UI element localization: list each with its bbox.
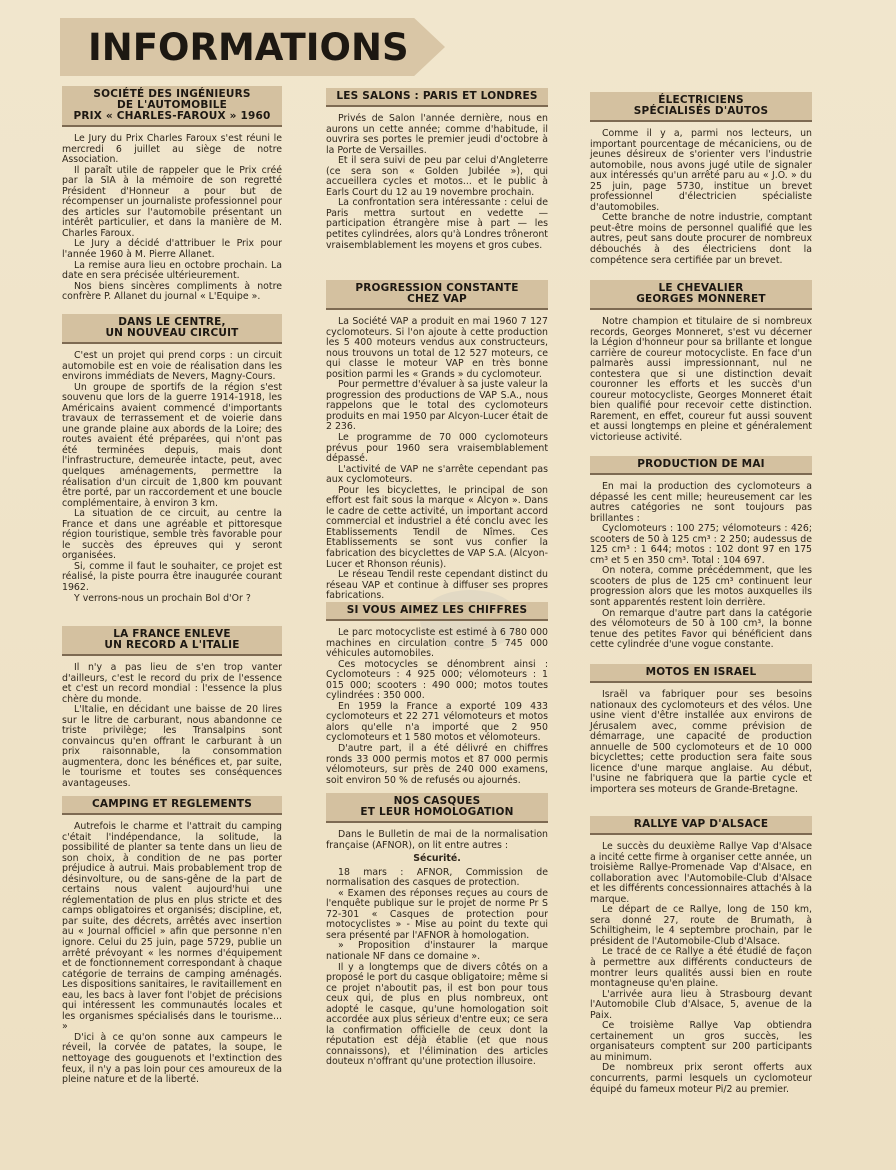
- paragraph: Le tracé de ce Rallye a été étudié de façon à permettre aux différents conducteurs de montrer leurs qualités aussi bien en route montagneuse qu'en plaine.: [590, 946, 812, 990]
- paragraph: « Examen des réponses reçues au cours de l'enquête publique sur le projet de norme Pr S 72-301 « Casques de protection pour motocyclistes » - Mise au point du texte qui sera présenté par l'AFNOR à homologation.: [326, 887, 548, 941]
- paragraph: Privés de Salon l'année dernière, nous en aurons un cette année; comme d'habitude, il ouvrira ses portes le premier jeudi d'octobre à la Porte de Versailles.: [326, 113, 548, 156]
- article-heading: SOCIÉTÉ DES INGÉNIEURS DE L'AUTOMOBILE PRIX « CHARLES-FAROUX » 1960: [62, 86, 282, 127]
- article-heading: NOS CASQUES ET LEUR HOMOLOGATION: [326, 793, 548, 823]
- paragraph: L'Italie, en décidant une baisse de 20 lires sur le litre de carburant, nous abandonne ce triste privilège; les Transalpins sont convaincus qu'en offrant le carburant à un prix raisonnable, la consommation augmentera, donc les bénéfices et, par suite, le tourisme et toutes ses conséquences avantageuses.: [62, 704, 282, 790]
- paragraph: Notre champion et titulaire de si nombreux records, Georges Monneret, s'est vu décerner la Légion d'honneur pour sa brillante et longue carrière de coureur motocycliste. En face d'un palmarès aussi impressionnant, nul ne contestera que si une distinction devait couronner les efforts et les succès d'un coureur motocycliste, Georges Monneret était bien qualifié pour recevoir cette distinction. Rarement, en effet, coureur fut aussi souvent et aussi longtemps en pleine et généralement victorieuse activité.: [590, 316, 812, 444]
- article-body: [590, 690, 812, 795]
- paragraph: Le programme de 70 000 cyclomoteurs prévus pour 1960 sera vraisemblablement dépassé.: [326, 432, 548, 465]
- paragraph: Le Jury a décidé d'attribuer le Prix pour l'année 1960 à M. Pierre Allanet.: [62, 238, 282, 261]
- article-heading: SI VOUS AIMEZ LES CHIFFRES: [326, 602, 548, 621]
- paragraph: L'activité de VAP ne s'arrête cependant pas aux cyclomoteurs.: [326, 463, 548, 486]
- paragraph: Comme il y a, parmi nos lecteurs, un important pourcentage de mécaniciens, ou de jeunes désireux de s'orienter vers l'industrie automobile, nous avons jugé utile de signaler aux intéressés qu'un arrêté paru au « J.O. » du 25 juin, page 5730, institue un brevet professionnel d'électricien spécialiste d'automobiles.: [590, 128, 812, 213]
- paragraph: Il y a longtemps que de divers côtés on a proposé le port du casque obligatoire; même si ce projet n'aboutit pas, il est bon pour tous ceux qui, de plus en plus nombreux, ont adopté le casque, qu'une homologation soit accordée aux plus sérieux d'entre eux; ce sera la confirmation officielle de ceux dont la réputation est déjà établie (et que nous connaissons), et l'élimination des articles douteux n'offrant qu'une protection illusoire.: [326, 961, 548, 1068]
- paragraph: Cette branche de notre industrie, comptant peut-être moins de personnel qualifié que les autres, peut sans doute procurer de nombreux débouchés à des électriciens dont la compétence sera certifiée par un brevet.: [590, 212, 812, 266]
- paragraph: La Société VAP a produit en mai 1960 7 127 cyclomoteurs. Si l'on ajoute à cette production les 5 400 moteurs vendus aux constructeurs, nous trouvons un total de 12 527 moteurs, ce qui classe le moteur VAP en très bonne position parmi les « Grands » du cyclomoteur.: [326, 316, 548, 380]
- article-heading: CAMPING ET REGLEMENTS: [62, 796, 282, 815]
- article-monneret: [590, 280, 812, 444]
- paragraph: La situation de ce circuit, au centre la France et dans une agréable et pittoresque région touristique, semble très favorable pour le succès des épreuves qui y seront organisées.: [62, 508, 282, 562]
- paragraph: D'autre part, il a été délivré en chiffres ronds 33 000 permis motos et 87 000 permis vélomoteurs, sur près de 240 000 examens, soit environ 50 % de refusés ou ajournés.: [326, 743, 548, 786]
- article-body: [590, 317, 812, 444]
- article-heading: ÉLECTRICIENS SPÉCIALISÉS D'AUTOS: [590, 92, 812, 122]
- article-production-mai: [590, 456, 812, 651]
- article-casques: [326, 793, 548, 1068]
- article-body: [590, 129, 812, 266]
- column-1: [62, 0, 282, 1170]
- article-heading: RALLYE VAP D'ALSACE: [590, 816, 812, 835]
- paragraph: Ce troisième Rallye Vap obtiendra certainement un gros succès, les organisateurs comptent sur 200 participants au minimum.: [590, 1020, 812, 1063]
- article-record-italie: [62, 626, 282, 790]
- paragraph: De nombreux prix seront offerts aux concurrents, parmi lesquels un cyclomoteur équipé du fameux moteur Pi/2 au premier.: [590, 1062, 812, 1095]
- page-title: INFORMATIONS: [88, 26, 409, 69]
- paragraph: Dans le Bulletin de mai de la normalisation française (AFNOR), on lit entre autres :: [326, 829, 548, 851]
- article-electriciens: [590, 92, 812, 266]
- article-body: [62, 663, 282, 790]
- paragraph: Le réseau Tendil reste cependant distinct du réseau VAP et continue à diffuser ses propres fabrications.: [326, 569, 548, 602]
- article-body: [326, 114, 548, 251]
- article-heading: LA FRANCE ENLEVE UN RECORD A L'ITALIE: [62, 626, 282, 656]
- article-body: [590, 482, 812, 651]
- article-body: [62, 822, 282, 1086]
- article-nouveau-circuit: [62, 314, 282, 604]
- article-body: [326, 317, 548, 602]
- article-chiffres: [326, 602, 548, 786]
- article-israel: [590, 664, 812, 795]
- paragraph: D'ici à ce qu'on sonne aux campeurs le réveil, la corvée de patates, la soupe, le nettoyage des gouguenots et l'extinction des feux, il n'y a pas loin pour ces amoureux de la pleine nature et de la liberté.: [62, 1031, 282, 1086]
- paragraph: On remarque d'autre part dans la catégorie des vélomoteurs de 50 à 100 cm³, la bonne tenue des petites Favor qui bénéficient dans cette cylindrée d'une vogue constante.: [590, 607, 812, 651]
- paragraph: Pour permettre d'évaluer à sa juste valeur la progression des productions de VAP S.A., nous rappelons que le total des cyclomoteurs produits en mai 1950 par Alcyon-Lucer était de 2 236.: [326, 379, 548, 433]
- paragraph: On notera, comme précédemment, que les scooters de plus de 125 cm³ continuent leur progression alors que les motos auxquelles ils sont apparentés restent loin derrière.: [590, 565, 812, 609]
- paragraph: Il n'y a pas lieu de s'en trop vanter d'ailleurs, c'est le record du prix de l'essence et c'est un record mondial : l'essence la plus chère du monde.: [62, 662, 282, 705]
- paragraph: Le Jury du Prix Charles Faroux s'est réuni le mercredi 6 juillet au siège de notre Association.: [62, 133, 282, 166]
- paragraph: La confrontation sera intéressante : celui de Paris mettra surtout en vedette — participation étrangère mise à part — les petites cylindrées, alors qu'à Londres trôneront vraisemblablement les moyens et gros cubes.: [326, 197, 548, 251]
- paragraph: Cyclomoteurs : 100 275; vélomoteurs : 426; scooters de 50 à 125 cm³ : 2 250; audessus de 125 cm³ : 1 644; motos : 102 dont 97 en 175 cm³ et 5 en 350 cm³. Total : 104 697.: [590, 523, 812, 566]
- column-2: [326, 0, 548, 1170]
- paragraph: La remise aura lieu en octobre prochain. La date en sera précisée ultérieurement.: [62, 259, 282, 282]
- article-heading: LES SALONS : PARIS ET LONDRES: [326, 88, 548, 107]
- subtitle: Sécurité.: [413, 853, 461, 865]
- article-rallye-alsace: [590, 816, 812, 1095]
- paragraph: Nos biens sincères compliments à notre confrère P. Allanet du journal « L'Equipe ».: [62, 280, 282, 303]
- paragraph: Et il sera suivi de peu par celui d'Angleterre (ce sera son « Golden Jubilée »), qui accueillera cycles et motos... et le public à Earls Court du 12 au 19 novembre prochain.: [326, 155, 548, 198]
- article-body: [326, 628, 548, 786]
- paragraph: Un groupe de sportifs de la région s'est souvenu que lors de la guerre 1914-1918, les Américains avaient commencé d'importants travaux de terrassement et de voierie dans une grande plaine aux abords de la Loire; des routes avaient été préparées, qui n'ont pas été terminées depuis, mais dont l'infrastructure, demeurée intacte, peut, avec quelques aménagements, permettre la réalisation d'un circuit de 1,800 km pouvant être porté, par un raccordement et une boucle complémentaire, à environ 3 km.: [62, 381, 282, 509]
- paragraph: Pour les bicyclettes, le principal de son effort est fait sous la marque « Alcyon ». Dans le cadre de cette activité, un important accord commercial et industriel a été conclu avec les Etablissements Tendil de Nîmes. Ces Etablissements se sont vus confier la fabrication des bicyclettes de VAP S.A. (Alcyon-Lucer et Rhonson réunis).: [326, 484, 548, 570]
- paragraph: 18 mars : AFNOR, Commission de normalisation des casques de protection.: [326, 866, 548, 889]
- paragraph: En 1959 la France a exporté 109 433 cyclomoteurs et 22 271 vélomoteurs et motos alors qu'elle n'a importé que 2 950 cyclomoteurs et 1 580 motos et vélomoteurs.: [326, 700, 548, 744]
- column-3: [590, 0, 812, 1170]
- article-salons: [326, 88, 548, 251]
- paragraph: Ces motocycles se dénombrent ainsi : Cyclomoteurs : 4 925 000; vélomoteurs : 1 015 000; scooters : 490 000; motos toutes cylindrées : 350 000.: [326, 658, 548, 702]
- paragraph: Le parc motocycliste est estimé à 6 780 000 machines en circulation contre 5 745 000 véhicules automobiles.: [326, 627, 548, 660]
- paragraph: Si, comme il faut le souhaiter, ce projet est réalisé, la piste pourra être inaugurée courant 1962.: [62, 560, 282, 594]
- article-body: [62, 351, 282, 604]
- paragraph: En mai la production des cyclomoteurs a dépassé les cent mille; heureusement car les autres catégories ne sont toujours pas brillantes :: [590, 481, 812, 524]
- article-progression-vap: [326, 280, 548, 602]
- article-sia-prix-faroux: [62, 86, 282, 303]
- article-heading: PROGRESSION CONSTANTE CHEZ VAP: [326, 280, 548, 310]
- article-body: [326, 830, 548, 1068]
- paragraph: Israël va fabriquer pour ses besoins nationaux des cyclomoteurs et des vélos. Une usine vient d'être installée aux environs de Jérusalem avec, comme prévision de démarrage, une capacité de production annuelle de 500 cyclomoteurs et de 10 000 bicyclettes; cette production sera faite sous licence d'une marque anglaise. Au début, l'usine ne fabriquera que la partie cycle et importera ses moteurs de Grande-Bretagne.: [590, 689, 812, 795]
- paragraph: Le succès du deuxième Rallye Vap d'Alsace a incité cette firme à organiser cette année, un troisième Rallye-Promenade Vap d'Alsace, en collaboration avec l'Automobile-Club d'Alsace et les différents concessionnaires attachés à la marque.: [590, 841, 812, 905]
- article-camping: [62, 796, 282, 1086]
- article-heading: MOTOS EN ISRAEL: [590, 664, 812, 683]
- paragraph: C'est un projet qui prend corps : un circuit automobile est en voie de réalisation dans les environs immédiats de Nevers, Magny-Cours.: [62, 350, 282, 383]
- paragraph: Il paraît utile de rappeler que le Prix créé par la SIA à la mémoire de son regretté Président d'Honneur a pour but de récompenser un journaliste professionnel pour des articles sur l'automobile présentant un intérêt particulier, et dans la manière de M. Charles Faroux.: [62, 164, 282, 239]
- paragraph: Autrefois le charme et l'attrait du camping c'était l'indépendance, la solitude, la possibilité de planter sa tente dans un lieu de son choix, à condition de ne pas porter préjudice à autrui. Mais probablement trop de désinvolture, ou de sans-gêne de la part de certains nous valent aujourd'hui une réglementation de plus en plus stricte et des camps obligatoires et organisés; discipline, et, par suite, des décrets, arrêtés avec insertion au « Journal officiel » afin que personne n'en ignore. Celui du 25 juin, page 5729, publie un arrêté prévoyant « les normes d'équipement et de fonctionnement correspondant à chaque catégorie de terrains de camping aménagés. Les dispositions sanitaires, le ravitaillement en eau, les bacs à laver font l'objet de précisions qui intéressent les communautés locales et les organismes spécialisés dans le tourisme... »: [62, 821, 282, 1033]
- article-body: [62, 134, 282, 303]
- article-heading: DANS LE CENTRE, UN NOUVEAU CIRCUIT: [62, 314, 282, 344]
- paragraph: » Proposition d'instaurer la marque nationale NF dans ce domaine ».: [326, 940, 548, 963]
- article-body: [590, 842, 812, 1095]
- paragraph: L'arrivée aura lieu à Strasbourg devant l'Automobile Club d'Alsace, 5, avenue de la Paix.: [590, 988, 812, 1021]
- article-heading: PRODUCTION DE MAI: [590, 456, 812, 475]
- paragraph: Le départ de ce Rallye, long de 150 km, sera donné 27, route de Brumath, à Schiltigheim, le 4 septembre prochain, par le président de l'Automobile-Club d'Alsace.: [590, 904, 812, 947]
- paragraph: Y verrons-nous un prochain Bol d'Or ?: [74, 592, 251, 604]
- article-heading: LE CHEVALIER GEORGES MONNERET: [590, 280, 812, 310]
